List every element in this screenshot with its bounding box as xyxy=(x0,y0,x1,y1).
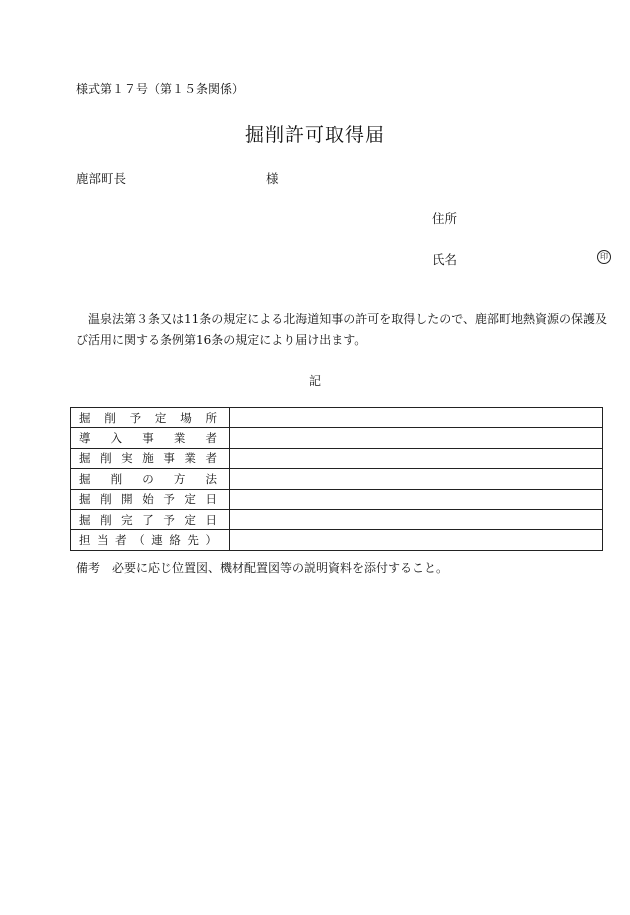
table-row xyxy=(71,448,603,468)
addressee-honorific: 様 xyxy=(266,171,279,186)
table-row xyxy=(71,428,603,448)
document-title: 掘削許可取得届 xyxy=(244,124,385,146)
name-label: 氏名 xyxy=(432,252,458,267)
table-row xyxy=(71,469,603,489)
table-row xyxy=(71,489,603,509)
row-label: 掘削開始予定日 xyxy=(71,489,230,509)
row-value-field[interactable] xyxy=(230,509,603,529)
remarks-note: 備考 必要に応じ位置図、機材配置図等の説明資料を添付すること。 xyxy=(76,561,449,575)
address-label: 住所 xyxy=(432,211,458,226)
row-value-field[interactable] xyxy=(230,469,603,489)
seal-icon: 印 xyxy=(597,250,611,264)
row-label: 掘削実施事業者 xyxy=(71,448,230,468)
table-row xyxy=(71,408,603,428)
row-value-field[interactable] xyxy=(230,408,603,428)
table-row xyxy=(71,530,603,550)
addressee-name: 鹿部町長 xyxy=(76,171,127,186)
row-label: 掘削完了予定日 xyxy=(71,509,230,529)
row-value-field[interactable] xyxy=(230,489,603,509)
ki-heading: 記 xyxy=(308,374,321,388)
table-row xyxy=(71,509,603,529)
row-label: 担当者（連絡先） xyxy=(71,530,230,550)
row-value-field[interactable] xyxy=(230,448,603,468)
row-value-field[interactable] xyxy=(230,428,603,448)
row-value-field[interactable] xyxy=(230,530,603,550)
form-number: 様式第１７号（第１５条関係） xyxy=(76,82,245,96)
row-label: 掘削予定場所 xyxy=(71,408,230,428)
items-table xyxy=(70,407,603,551)
row-label: 掘削の方法 xyxy=(71,469,230,489)
row-label: 導入事業者 xyxy=(71,428,230,448)
body-text: 温泉法第３条又は11条の規定による北海道知事の許可を取得したので、鹿部町地熱資源の保護及び活用に関する条例第16条の規定により届け出ます。 xyxy=(76,312,608,347)
